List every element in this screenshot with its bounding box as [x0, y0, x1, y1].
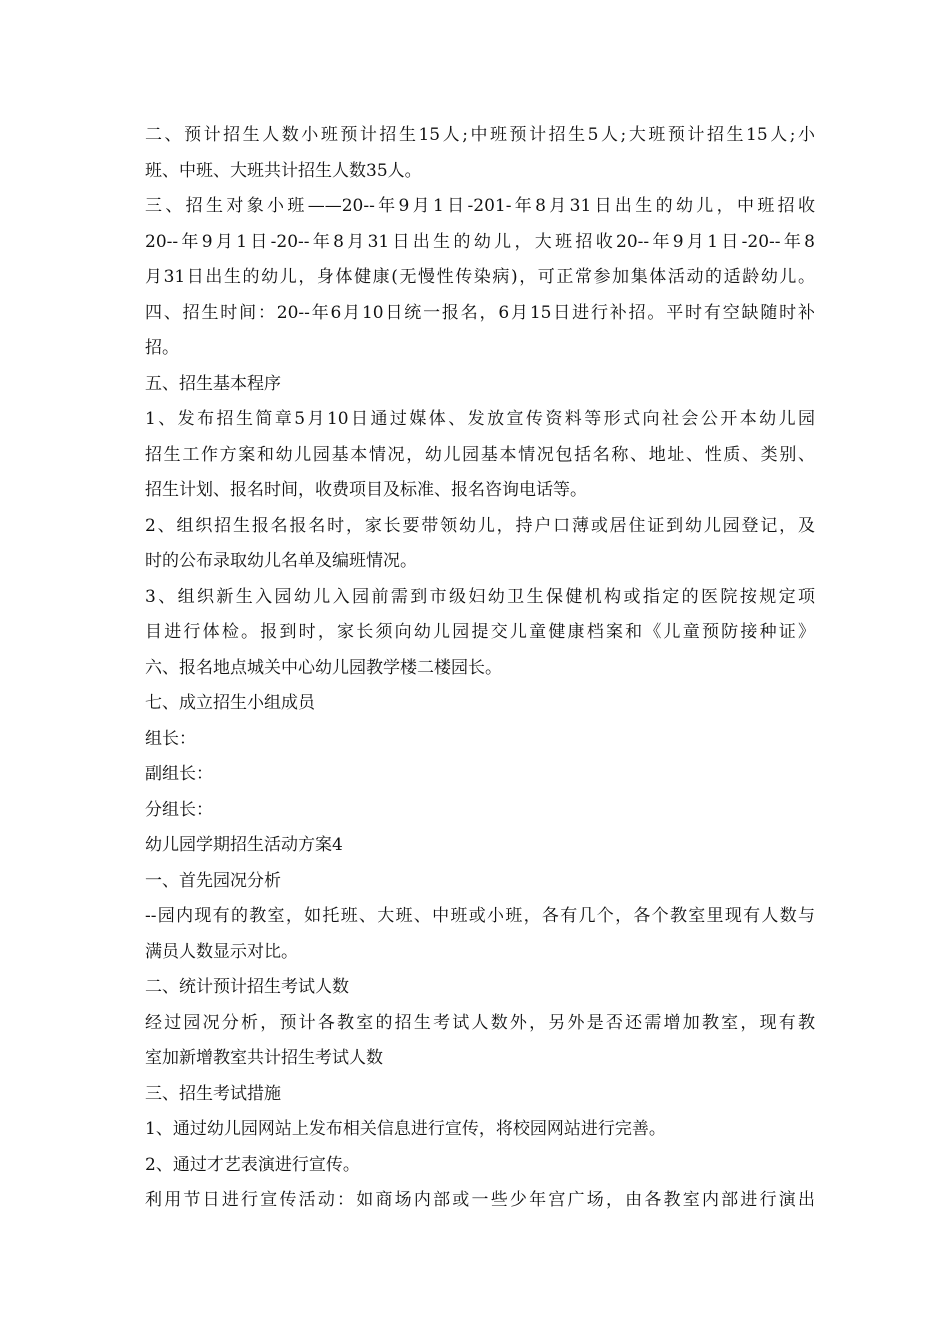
text-line: 五、招生基本程序	[145, 373, 281, 394]
text-line: 七、成立招生小组成员	[145, 693, 315, 713]
text-line: 分组长：	[145, 799, 213, 820]
text-line: 组长：	[145, 728, 196, 749]
text-line: 2、通过才艺表演进行宣传。	[145, 1154, 360, 1175]
text-line: 四、招生时间：20--年6月10日统一报名，6月15日进行补招。平时有空缺随时补	[145, 302, 815, 323]
text-line: 3、组织新生入园幼儿入园前需到市级妇幼卫生保健机构或指定的医院按规定项	[145, 586, 815, 607]
text-line: 二、统计预计招生考试人数	[145, 977, 349, 997]
text-line: 六、报名地点城关中心幼儿园教学楼二楼园长。	[145, 657, 502, 678]
text-line: 幼儿园学期招生活动方案4	[145, 835, 343, 855]
text-line: 时的公布录取幼儿名单及编班情况。	[145, 551, 417, 571]
text-line: 三、招生对象小班——20--年9月1日-201-年8月31日出生的幼儿，中班招收	[145, 196, 815, 216]
text-line: 满员人数显示对比。	[145, 941, 298, 962]
text-line: 一、首先园况分析	[145, 870, 281, 891]
text-line: 2、组织招生报名报名时，家长要带领幼儿，持户口薄或居住证到幼儿园登记，及	[145, 515, 815, 536]
text-line: 1、发布招生简章5月10日通过媒体、发放宣传资料等形式向社会公开本幼儿园	[145, 409, 815, 429]
document-body	[145, 118, 815, 1219]
text-line: 室加新增教室共计招生考试人数	[145, 1048, 383, 1068]
text-line: 班、中班、大班共计招生人数35人。	[145, 160, 422, 181]
text-line: 招生工作方案和幼儿园基本情况，幼儿园基本情况包括名称、地址、性质、类别、	[145, 444, 815, 465]
text-line: 经过园况分析，预计各教室的招生考试人数外，另外是否还需增加教室，现有教	[145, 1012, 815, 1033]
text-line: 月31日出生的幼儿，身体健康(无慢性传染病)，可正常参加集体活动的适龄幼儿。	[145, 267, 815, 287]
text-line: 20--年9月1日-20--年8月31日出生的幼儿，大班招收20--年9月1日-20--年8	[145, 231, 815, 252]
text-line: --园内现有的教室，如托班、大班、中班或小班，各有几个，各个教室里现有人数与	[145, 906, 815, 926]
text-line: 副组长：	[145, 764, 213, 784]
text-line: 二、预计招生人数小班预计招生15人;中班预计招生5人;大班预计招生15人;小	[145, 125, 815, 145]
text-line: 利用节日进行宣传活动：如商场内部或一些少年宫广场，由各教室内部进行演出	[145, 1190, 815, 1210]
text-line: 目进行体检。报到时，家长须向幼儿园提交儿童健康档案和《儿童预防接种证》	[145, 622, 815, 642]
text-line: 三、招生考试措施	[145, 1083, 281, 1104]
text-line: 1、通过幼儿园网站上发布相关信息进行宣传，将校园网站进行完善。	[145, 1119, 666, 1139]
text-line: 招生计划、报名时间，收费项目及标准、报名咨询电话等。	[145, 480, 587, 500]
text-line: 招。	[145, 338, 179, 358]
